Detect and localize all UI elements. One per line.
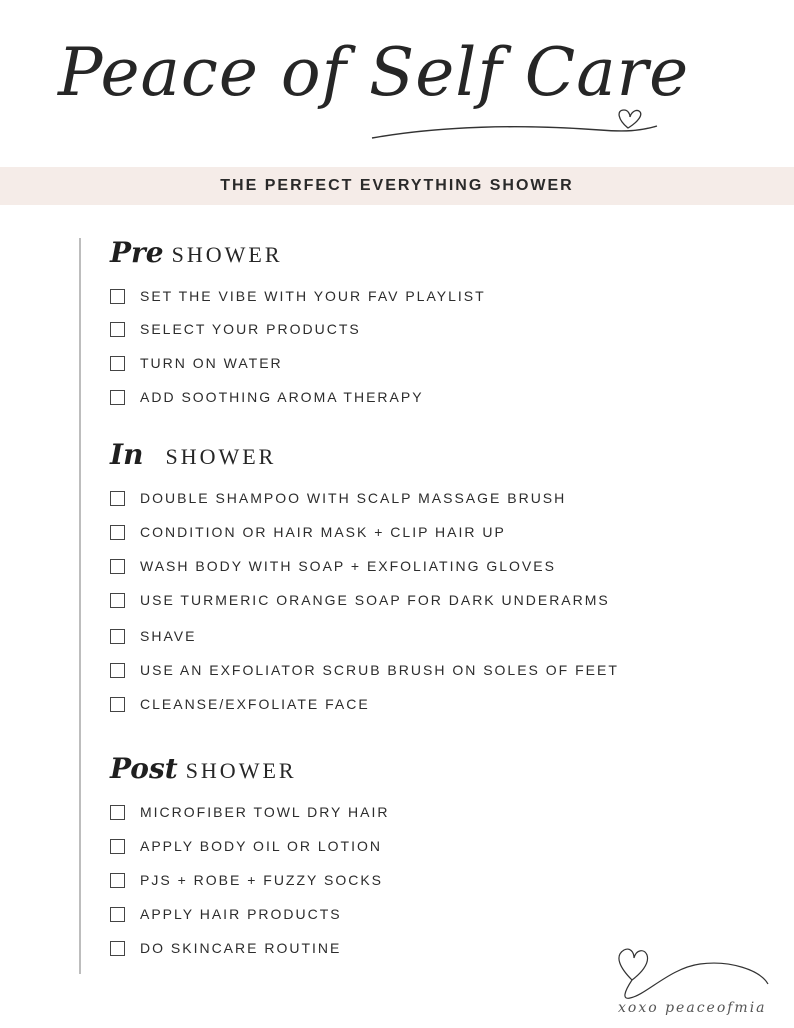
checkbox[interactable] [110, 663, 125, 678]
checklist-item-label: CONDITION OR HAIR MASK + CLIP HAIR UP [140, 524, 506, 540]
checkbox[interactable] [110, 289, 125, 304]
checklist-item-label: DOUBLE SHAMPOO WITH SCALP MASSAGE BRUSH [140, 490, 567, 506]
checklist-item-label: USE TURMERIC ORANGE SOAP FOR DARK UNDERARMS [140, 592, 610, 608]
checklist-item[interactable] [110, 353, 283, 373]
section-caps-word: SHOWER [185, 758, 297, 783]
checklist-item[interactable] [110, 660, 619, 680]
title-area [0, 0, 794, 165]
checkbox[interactable] [110, 491, 125, 506]
checklist-item-label: APPLY HAIR PRODUCTS [140, 906, 342, 922]
checklist-item-label: SET THE VIBE WITH YOUR FAV PLAYLIST [140, 288, 486, 304]
page-title: Peace of Self Care [58, 34, 690, 111]
section-script-word: Pre [110, 236, 164, 269]
checklist-item-label: MICROFIBER TOWL DRY HAIR [140, 804, 390, 820]
subtitle-banner [0, 167, 794, 205]
section-header-pre [110, 236, 283, 269]
checklist-item-label: APPLY BODY OIL OR LOTION [140, 838, 382, 854]
checkbox[interactable] [110, 805, 125, 820]
checkbox[interactable] [110, 697, 125, 712]
checklist-item-label: TURN ON WATER [140, 355, 283, 371]
checkbox[interactable] [110, 390, 125, 405]
banner-title: THE PERFECT EVERYTHING SHOWER [220, 177, 574, 194]
checklist-item[interactable] [110, 319, 361, 339]
title-underline-heart-icon [0, 0, 794, 165]
checklist-item[interactable] [110, 626, 196, 646]
checklist-item-label: ADD SOOTHING AROMA THERAPY [140, 389, 424, 405]
vertical-divider [79, 238, 81, 974]
checklist-item[interactable] [110, 387, 424, 407]
section-header-post [110, 752, 297, 785]
section-script-word: Post [110, 752, 178, 785]
checkbox[interactable] [110, 322, 125, 337]
checkbox[interactable] [110, 629, 125, 644]
checkbox[interactable] [110, 941, 125, 956]
checklist-item[interactable] [110, 286, 486, 306]
checklist-item[interactable] [110, 904, 342, 924]
checklist-item-label: USE AN EXFOLIATOR SCRUB BRUSH ON SOLES OF FEET [140, 662, 619, 678]
checklist-item-label: SELECT YOUR PRODUCTS [140, 321, 361, 337]
checklist-item-label: SHAVE [140, 628, 197, 644]
checkbox[interactable] [110, 593, 125, 608]
checklist-item-label: CLEANSE/EXFOLIATE FACE [140, 696, 370, 712]
checkbox[interactable] [110, 525, 125, 540]
checklist-item[interactable] [110, 938, 341, 958]
checklist-item[interactable] [110, 836, 382, 856]
checklist-item-label: WASH BODY WITH SOAP + EXFOLIATING GLOVES [140, 558, 556, 574]
checkbox[interactable] [110, 907, 125, 922]
checklist-item[interactable] [110, 870, 383, 890]
signature-text: xoxo peaceofmia [618, 1000, 767, 1016]
section-header-in [110, 438, 276, 471]
checklist-item[interactable] [110, 556, 556, 576]
checklist-item[interactable] [110, 488, 566, 508]
section-caps-word: SHOWER [165, 444, 277, 469]
checklist-item[interactable] [110, 802, 389, 822]
section-caps-word: SHOWER [171, 242, 283, 267]
checklist-item-label: DO SKINCARE ROUTINE [140, 940, 342, 956]
checklist-item-label: PJS + ROBE + FUZZY SOCKS [140, 872, 384, 888]
checklist-item[interactable] [110, 694, 370, 714]
checkbox[interactable] [110, 356, 125, 371]
checkbox[interactable] [110, 873, 125, 888]
checklist-item[interactable] [110, 590, 610, 610]
checkbox[interactable] [110, 839, 125, 854]
section-script-word: In [110, 438, 144, 471]
checkbox[interactable] [110, 559, 125, 574]
checklist-item[interactable] [110, 522, 506, 542]
